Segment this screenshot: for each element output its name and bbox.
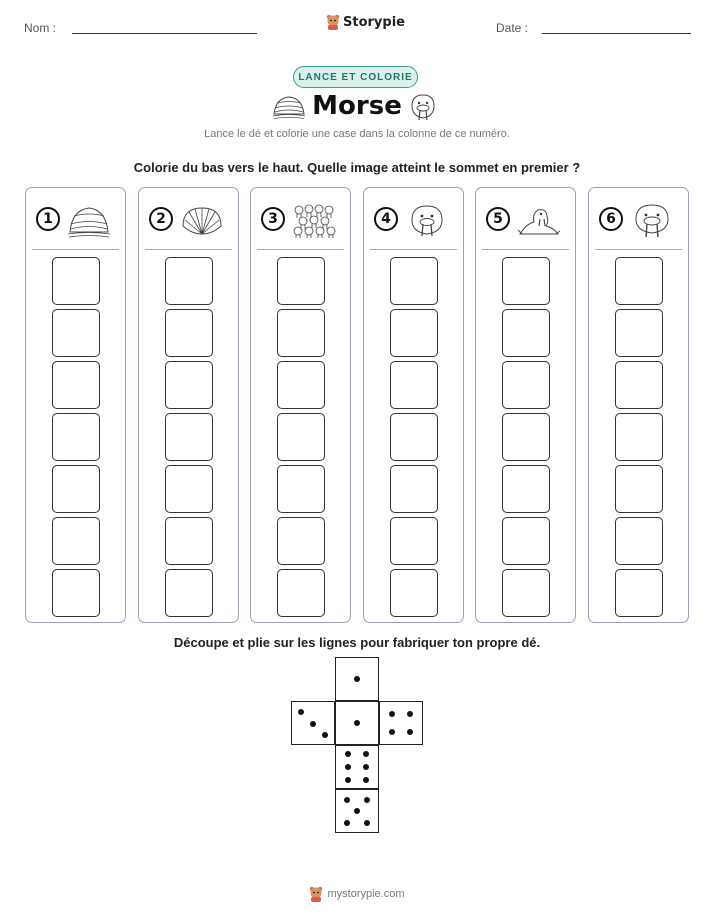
color-cell[interactable] (165, 517, 213, 565)
die-pip (344, 820, 350, 826)
column-number: 6 (599, 207, 623, 231)
column-divider (370, 249, 457, 250)
dice-column-4 (363, 187, 464, 623)
dice-column-5 (475, 187, 576, 623)
color-cell[interactable] (52, 309, 100, 357)
color-cell[interactable] (390, 413, 438, 461)
name-label: Nom : (24, 21, 57, 35)
color-cell[interactable] (502, 465, 550, 513)
die-face-1 (335, 657, 379, 701)
die-pip (364, 797, 370, 803)
dice-column-2 (138, 187, 239, 623)
footer (0, 886, 714, 902)
column-number: 3 (261, 207, 285, 231)
brand-logo (326, 14, 405, 30)
walrus-face-icon (404, 202, 450, 238)
die-pip (345, 764, 351, 770)
die-face-5 (335, 789, 379, 833)
column-divider (145, 249, 232, 250)
die-pip (389, 711, 395, 717)
color-cell[interactable] (390, 257, 438, 305)
color-cell[interactable] (277, 465, 325, 513)
color-cell[interactable] (277, 361, 325, 409)
column-divider (257, 249, 344, 250)
walrus-body-icon (516, 202, 562, 238)
color-cell[interactable] (502, 517, 550, 565)
die-face-6 (335, 745, 379, 789)
column-number: 1 (36, 207, 60, 231)
color-cell[interactable] (165, 361, 213, 409)
die-face-1 (335, 701, 379, 745)
color-cell[interactable] (52, 465, 100, 513)
color-cell[interactable] (277, 257, 325, 305)
die-pip (407, 711, 413, 717)
die-pip (363, 751, 369, 757)
color-cell[interactable] (277, 517, 325, 565)
color-cell[interactable] (52, 257, 100, 305)
color-cell[interactable] (390, 361, 438, 409)
color-cell[interactable] (390, 309, 438, 357)
color-cell[interactable] (502, 309, 550, 357)
bear-logo-icon (326, 14, 340, 30)
die-pip (364, 820, 370, 826)
color-cell[interactable] (165, 465, 213, 513)
die-pip (389, 729, 395, 735)
color-cell[interactable] (277, 413, 325, 461)
color-cell[interactable] (502, 413, 550, 461)
die-pip (345, 777, 351, 783)
footer-url: mystorypie.com (327, 888, 405, 900)
die-pip (298, 709, 304, 715)
die-pip (322, 732, 328, 738)
walrus-head-icon (629, 202, 675, 238)
logo-text: Storypie (343, 14, 405, 30)
dice-column-6 (588, 187, 689, 623)
color-cell[interactable] (615, 257, 663, 305)
date-label: Date : (496, 21, 529, 35)
color-cell[interactable] (502, 257, 550, 305)
column-divider (595, 249, 682, 250)
column-number: 4 (374, 207, 398, 231)
color-cell[interactable] (502, 569, 550, 617)
date-line (542, 33, 691, 34)
walrus-head-icon (408, 92, 438, 122)
color-cell[interactable] (615, 517, 663, 565)
color-cell[interactable] (165, 569, 213, 617)
color-cell[interactable] (390, 465, 438, 513)
color-cell[interactable] (52, 517, 100, 565)
color-cell[interactable] (52, 361, 100, 409)
color-cell[interactable] (390, 517, 438, 565)
color-cell[interactable] (277, 309, 325, 357)
color-cell[interactable] (615, 309, 663, 357)
color-cell[interactable] (52, 413, 100, 461)
die-pip (407, 729, 413, 735)
color-cell[interactable] (615, 569, 663, 617)
color-cell[interactable] (52, 569, 100, 617)
column-divider (482, 249, 569, 250)
walrus-herd-icon (291, 202, 337, 238)
die-pip (310, 721, 316, 727)
color-cell[interactable] (165, 413, 213, 461)
color-cell[interactable] (615, 465, 663, 513)
color-cell[interactable] (390, 569, 438, 617)
die-pip (354, 808, 360, 814)
color-cell[interactable] (165, 257, 213, 305)
color-cell[interactable] (615, 361, 663, 409)
dice-column-1 (25, 187, 126, 623)
instruction-top: Colorie du bas vers le haut. Quelle image atteint le sommet en premier ? (133, 160, 581, 175)
column-number: 5 (486, 207, 510, 231)
dice-column-3 (250, 187, 351, 623)
color-cell[interactable] (277, 569, 325, 617)
die-pip (345, 751, 351, 757)
die-pip (344, 797, 350, 803)
name-line (72, 33, 257, 34)
color-cell[interactable] (615, 413, 663, 461)
shell-icon (179, 202, 225, 238)
column-number: 2 (149, 207, 173, 231)
die-pip (354, 720, 360, 726)
die-pip (354, 676, 360, 682)
die-pip (363, 764, 369, 770)
page-title: Morse (312, 91, 402, 121)
subtitle: Lance le dé et colorie une case dans la colonne de ce numéro. (204, 128, 510, 140)
bear-logo-icon (309, 886, 323, 902)
die-pip (363, 777, 369, 783)
die-face-4 (379, 701, 423, 745)
color-cell[interactable] (502, 361, 550, 409)
color-cell[interactable] (165, 309, 213, 357)
instruction-bottom: Découpe et plie sur les lignes pour fabriquer ton propre dé. (173, 635, 541, 650)
ice-floe-icon (66, 202, 112, 238)
activity-badge: LANCE ET COLORIE (293, 66, 418, 88)
column-divider (32, 249, 119, 250)
die-face-3 (291, 701, 335, 745)
